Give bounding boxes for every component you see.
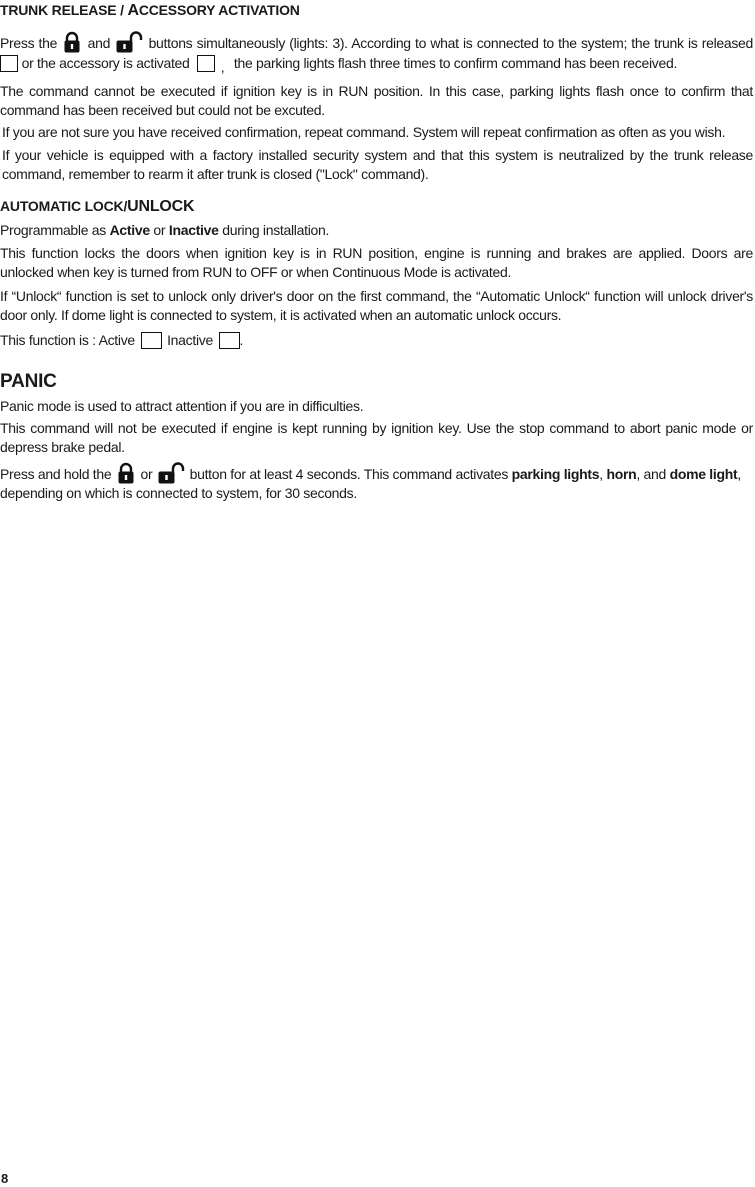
paragraph: Panic mode is used to attract attention if you are in difficulties. [0,398,364,414]
text: during installation. [222,222,330,238]
section-trunk-release [0,1,753,184]
text: , [599,466,603,482]
title-text: A [127,2,139,19]
text: horn [606,466,637,482]
text: Inactive [167,332,213,348]
lock-open-icon [114,31,144,53]
paragraph: This command will not be executed if engine is kept running by ignition key. Use the stop command to abort panic mode or depress brake pedal. [0,420,753,455]
title-text: TRUNK RELEASE / [0,2,128,18]
text: , and [636,466,666,482]
text: dome light [669,466,738,482]
text: , depending on which is connected to system, for 30 seconds. [0,466,741,501]
text: This function is : Active [0,332,135,348]
text: Press and hold the [0,466,112,482]
text: button for at least 4 seconds. This command activates [189,466,509,482]
page-number: 8 [1,1171,9,1186]
section-title [0,197,753,216]
text: Press the [0,35,58,51]
paragraph: If your vehicle is equipped with a factory installed security system and that this system is neutralized by the trunk release command, remember to rearm it after trunk is closed ("Lock" command). [2,147,753,182]
title-text: UNLOCK [127,198,195,215]
paragraph [0,31,753,77]
section-title [0,1,753,20]
text: or [153,222,166,238]
text: . [239,332,244,348]
paragraph [0,331,753,350]
text: buttons simultaneously (lights: 3). According to what is connected to the system; the trunk is released [148,35,754,51]
text: , [220,59,225,75]
text: the parking lights flash three times to confirm command has been received. [233,55,678,71]
title-text: AUTOMATIC LOCK/ [0,198,128,214]
text: and [87,35,111,51]
inactive-checkbox[interactable] [219,332,240,349]
text: Active [109,222,150,238]
lock-closed-icon [61,31,83,53]
section-panic [0,371,753,503]
active-checkbox[interactable] [141,332,162,349]
paragraph: If “Unlock“ function is set to unlock only driver's door on the first command, the “Automatic Unlock“ function will unlock driver's door only. If dome light is connected to system, it is activated when an automatic unlock occurs. [0,288,753,323]
paragraph: This function locks the doors when ignition key is in RUN position, engine is running and brakes are applied. Doors are unlocked when key is turned from RUN to OFF or when Continuous Mode is activated. [0,245,753,280]
text: or [140,466,153,482]
text: or the accessory is activated [21,55,190,71]
section-auto-lock [0,197,753,350]
text: Programmable as [0,222,106,238]
title-text: CCESSORY ACTIVATION [138,2,300,18]
paragraph: The command cannot be executed if ignition key is in RUN position. In this case, parking lights flash once to confirm that command has been received but could not be excuted. [0,83,753,118]
paragraph [0,221,753,240]
accessory-checkbox[interactable] [197,55,215,72]
trunk-checkbox[interactable] [0,55,18,72]
lock-open-icon [156,462,186,484]
section-title: PANIC [0,371,57,392]
text: parking lights [511,466,600,482]
text: Inactive [168,222,219,238]
lock-closed-icon [115,462,137,484]
paragraph [0,462,753,503]
paragraph: If you are not sure you have received confirmation, repeat command. System will repeat confirmation as often as you wish. [2,124,726,140]
